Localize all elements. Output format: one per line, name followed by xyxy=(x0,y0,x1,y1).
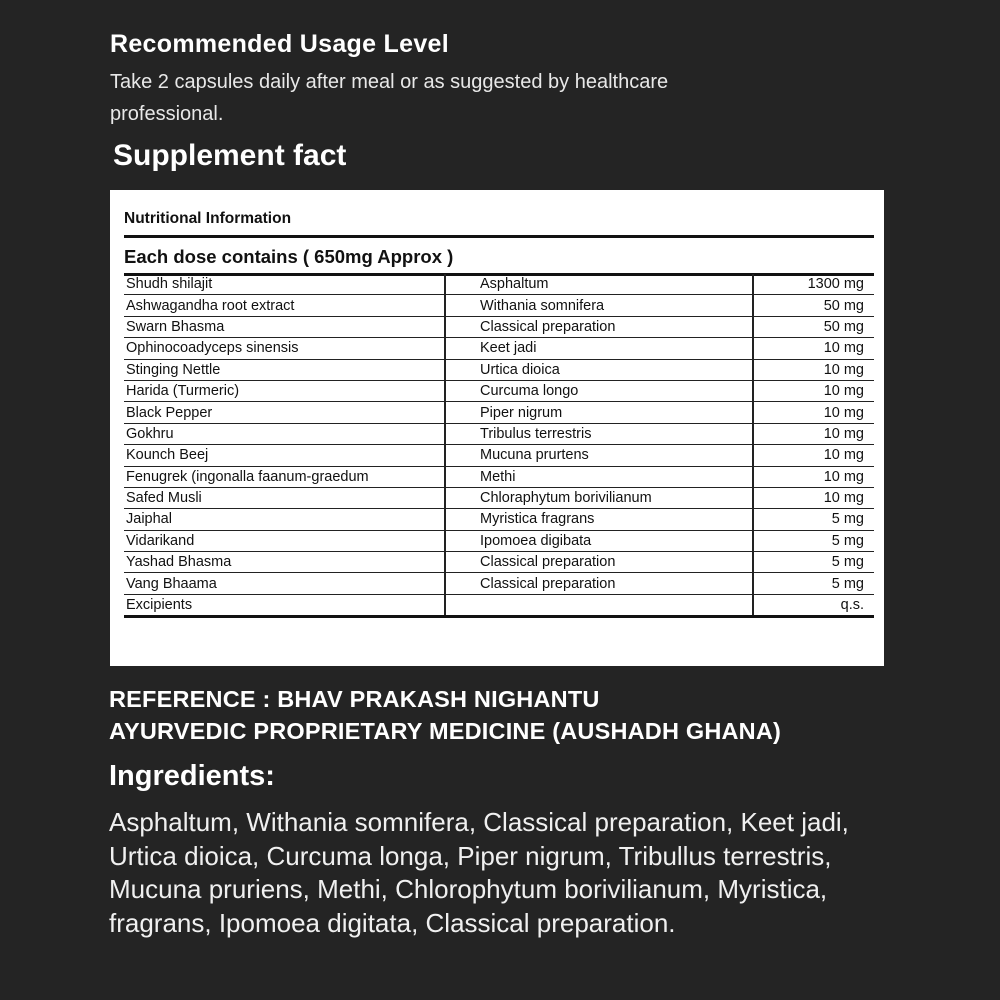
table-row xyxy=(124,573,874,594)
table-row xyxy=(124,423,874,444)
quantity-cell: 5 mg xyxy=(753,573,874,594)
table-row xyxy=(124,530,874,551)
table-row xyxy=(124,359,874,380)
divider-top xyxy=(124,235,874,238)
ingredient-name-cell: Vidarikand xyxy=(124,530,445,551)
table-row xyxy=(124,338,874,359)
medicine-type-line: AYURVEDIC PROPRIETARY MEDICINE (AUSHADH GHANA) xyxy=(109,718,782,744)
botanical-name-cell: Urtica dioica xyxy=(445,359,753,380)
table-row xyxy=(124,316,874,337)
quantity-cell: 1300 mg xyxy=(753,274,874,295)
botanical-name-cell: Withania somnifera xyxy=(445,295,753,316)
quantity-cell: 10 mg xyxy=(753,402,874,423)
ingredient-name-cell: Swarn Bhasma xyxy=(124,316,445,337)
botanical-name-cell: Asphaltum xyxy=(445,274,753,295)
table-row xyxy=(124,487,874,508)
quantity-cell: 50 mg xyxy=(753,316,874,337)
botanical-name-cell: Tribulus terrestris xyxy=(445,423,753,444)
table-row xyxy=(124,295,874,316)
ingredient-name-cell: Black Pepper xyxy=(124,402,445,423)
botanical-name-cell: Ipomoea digibata xyxy=(445,530,753,551)
quantity-cell: 50 mg xyxy=(753,295,874,316)
ingredient-name-cell: Ophinocoadyceps sinensis xyxy=(124,338,445,359)
quantity-cell: 10 mg xyxy=(753,423,874,444)
botanical-name-cell xyxy=(445,594,753,616)
nutrition-panel xyxy=(110,190,884,666)
botanical-name-cell: Myristica fragrans xyxy=(445,509,753,530)
botanical-name-cell: Methi xyxy=(445,466,753,487)
usage-heading: Recommended Usage Level xyxy=(110,30,449,58)
ingredient-name-cell: Jaiphal xyxy=(124,509,445,530)
quantity-cell: 10 mg xyxy=(753,338,874,359)
quantity-cell: 10 mg xyxy=(753,487,874,508)
quantity-cell: 5 mg xyxy=(753,552,874,573)
usage-instructions: Take 2 capsules daily after meal or as suggested by healthcare professional. xyxy=(110,71,669,125)
quantity-cell: 10 mg xyxy=(753,445,874,466)
quantity-cell: q.s. xyxy=(753,594,874,616)
table-row xyxy=(124,552,874,573)
table-row xyxy=(124,466,874,487)
quantity-cell: 5 mg xyxy=(753,509,874,530)
botanical-name-cell: Classical preparation xyxy=(445,316,753,337)
supplement-fact-heading: Supplement fact xyxy=(113,139,347,172)
table-row xyxy=(124,445,874,466)
table-row xyxy=(124,274,874,295)
botanical-name-cell: Keet jadi xyxy=(445,338,753,359)
ingredient-name-cell: Yashad Bhasma xyxy=(124,552,445,573)
botanical-name-cell: Piper nigrum xyxy=(445,402,753,423)
ingredient-name-cell: Vang Bhaama xyxy=(124,573,445,594)
quantity-cell: 10 mg xyxy=(753,466,874,487)
ingredient-name-cell: Gokhru xyxy=(124,423,445,444)
botanical-name-cell: Mucuna prurtens xyxy=(445,445,753,466)
quantity-cell: 10 mg xyxy=(753,380,874,401)
nutrition-title: Nutritional Information xyxy=(124,210,292,227)
quantity-cell: 10 mg xyxy=(753,359,874,380)
botanical-name-cell: Curcuma longo xyxy=(445,380,753,401)
ingredient-name-cell: Stinging Nettle xyxy=(124,359,445,380)
table-row xyxy=(124,380,874,401)
dose-heading: Each dose contains ( 650mg Approx ) xyxy=(124,246,454,267)
ingredient-name-cell: Fenugrek (ingonalla faanum-graedum xyxy=(124,466,445,487)
ingredient-name-cell: Kounch Beej xyxy=(124,445,445,466)
ingredient-name-cell: Ashwagandha root extract xyxy=(124,295,445,316)
botanical-name-cell: Classical preparation xyxy=(445,573,753,594)
ingredient-name-cell: Harida (Turmeric) xyxy=(124,380,445,401)
ingredients-heading: Ingredients: xyxy=(109,760,275,792)
ingredient-name-cell: Shudh shilajit xyxy=(124,274,445,295)
ingredient-name-cell: Safed Musli xyxy=(124,487,445,508)
botanical-name-cell: Chloraphytum borivilianum xyxy=(445,487,753,508)
table-row xyxy=(124,402,874,423)
reference-line: REFERENCE : BHAV PRAKASH NIGHANTU xyxy=(109,686,600,712)
quantity-cell: 5 mg xyxy=(753,530,874,551)
botanical-name-cell: Classical preparation xyxy=(445,552,753,573)
ingredients-table xyxy=(124,274,874,618)
ingredients-list-text: Asphaltum, Withania somnifera, Classical preparation, Keet jadi, Urtica dioica, Curcuma longa, Piper nigrum, Tribullus terrestris, Mucuna pruriens, Methi, Chlorophytum borivilianum, Myristica, fragrans, Ipomoea digitata, Classical preparation. xyxy=(109,807,849,938)
table-row xyxy=(124,594,874,616)
ingredient-name-cell: Excipients xyxy=(124,594,445,616)
reference-block xyxy=(109,683,781,747)
table-row xyxy=(124,509,874,530)
